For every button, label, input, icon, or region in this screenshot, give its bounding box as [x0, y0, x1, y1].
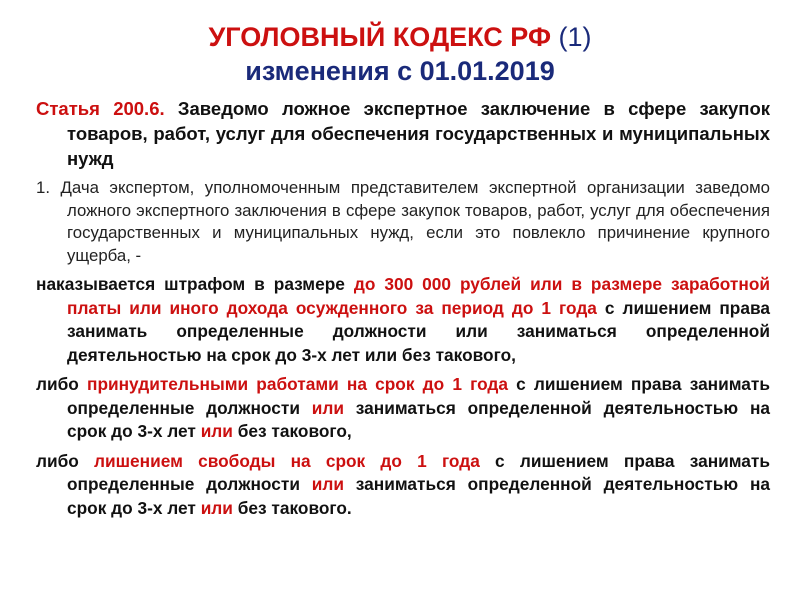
slide-body [36, 96, 770, 526]
penalty-prison-lead: либо [36, 450, 95, 471]
penalty-fine-lead: наказывается штрафом в размере [36, 274, 354, 294]
penalty-work-term: принудительными работами на срок до 1 года [87, 374, 508, 394]
slide-header [0, 20, 800, 88]
penalty-work-lead: либо [36, 374, 87, 394]
penalty-fine-amount: до 300 000 рублей или в размере заработной платы или иного дохода осужденного за период до 1 года [67, 274, 771, 318]
penalty-prison-tail: без такового. [232, 497, 352, 518]
penalty-fine-tail: с лишением права занимать определенные должности или заниматься определенной деятельностью на срок до 3-х лет или без такового, [67, 297, 770, 365]
title-number: (1) [558, 22, 592, 52]
penalty-forced-labor [36, 373, 770, 444]
penalty-fine [36, 273, 770, 367]
article-part-1: 1. Дача экспертом, уполномоченным представителем экспертной организации заведомо ложного экспертного заключения в сфере закупок товаров, работ, услуг для обеспечения государственных и муниципальных нужд, если это повлекло причинение крупного ущерба, - [36, 178, 770, 265]
penalty-work-tail: без такового, [232, 421, 352, 441]
penalty-prison-or-1: или [311, 474, 344, 494]
penalty-work-or-1: или [311, 397, 344, 418]
slide-title [0, 20, 800, 54]
article-title: Заведомо ложное экспертное заключение в сфере закупок товаров, работ, услуг для обеспечения государственных и муниципальных нужд [67, 98, 771, 169]
penalty-prison-mid2: заниматься определенной деятельностью на срок до 3-х лет [67, 474, 770, 518]
article-heading [36, 96, 770, 171]
penalty-prison-term: лишением свободы на срок до 1 года [94, 450, 480, 471]
penalty-work-mid: с лишением права занимать определенные должности [67, 374, 770, 418]
penalty-prison-mid: с лишением права занимать определенные должности [67, 450, 771, 494]
penalty-work-mid2: заниматься определенной деятельностью на срок до 3-х лет [67, 397, 770, 441]
article-number: Статья 200.6. [36, 98, 165, 119]
penalty-imprisonment [36, 450, 770, 521]
penalty-work-or-2: или [200, 421, 233, 441]
penalty-prison-or-2: или [200, 497, 233, 518]
title-main: УГОЛОВНЫЙ КОДЕКС РФ [208, 22, 552, 52]
slide-subtitle: изменения с 01.01.2019 [245, 56, 555, 86]
